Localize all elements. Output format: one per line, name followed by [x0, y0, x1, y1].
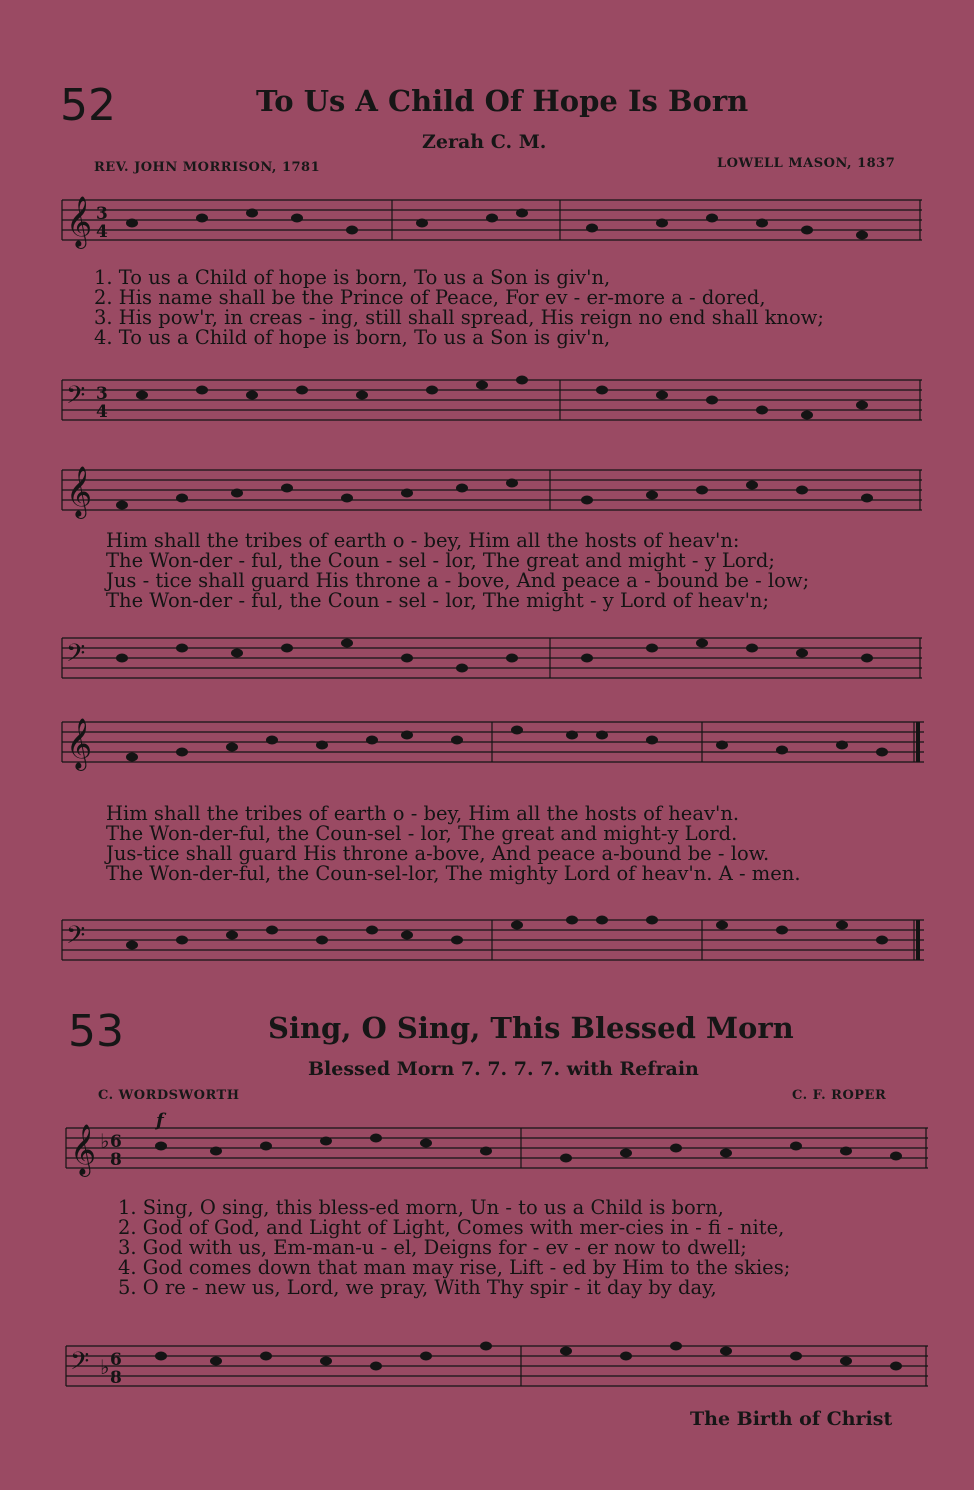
hymn-52-s2-verse-4: The Won-der - ful, the Coun - sel - lor, The might - y Lord of heav'n; — [106, 589, 770, 612]
hymn-52-system-1-treble-staff — [62, 190, 922, 250]
hymn-52-title: To Us A Child Of Hope Is Born — [256, 84, 749, 118]
svg-text:𝄞: 𝄞 — [66, 466, 93, 517]
hymn-52-s3-verse-4: The Won-der-ful, the Coun-sel-lor, The mighty Lord of heav'n. A - men. — [106, 862, 801, 885]
svg-text:𝄞: 𝄞 — [70, 1124, 97, 1175]
hymn-52-s2-verse-2: The Won-der - ful, the Coun - sel - lor, The great and might - y Lord; — [106, 549, 775, 572]
hymn-52-s3-verse-1: Him shall the tribes of earth o - bey, Him all the hosts of heav'n. — [106, 802, 740, 825]
hymn-52-s2-verse-3: Jus - tice shall guard His throne a - bove, And peace a - bound be - low; — [106, 569, 810, 592]
hymn-52-system-3-bass-staff — [62, 910, 924, 970]
hymn-52-system-3-treble-staff — [62, 712, 924, 772]
hymn-53-composer: C. F. ROPER — [792, 1088, 887, 1103]
hymn-52-s1-verse-2: 2. His name shall be the Prince of Peace, For ev - er-more a - dored, — [94, 286, 766, 309]
hymn-53-verse-2: 2. God of God, and Light of Light, Comes with mer-cies in - fi - nite, — [118, 1216, 785, 1239]
svg-text:𝄢: 𝄢 — [66, 381, 86, 416]
svg-text:8: 8 — [110, 1150, 122, 1170]
svg-text:3: 3 — [96, 204, 108, 224]
hymn-53-verse-3: 3. God with us, Em-man-u - el, Deigns for - ev - er now to dwell; — [118, 1236, 747, 1259]
svg-text:♭: ♭ — [100, 1355, 110, 1379]
svg-text:6: 6 — [110, 1132, 122, 1152]
hymn-52-tune: Zerah C. M. — [422, 131, 547, 153]
hymn-52-s1-verse-4: 4. To us a Child of hope is born, To us a Son is giv'n, — [94, 326, 611, 349]
hymn-52-system-2-bass-staff — [62, 628, 922, 688]
svg-text:3: 3 — [96, 384, 108, 404]
svg-text:4: 4 — [96, 222, 108, 242]
hymn-52-s1-verse-3: 3. His pow'r, in creas - ing, still shall spread, His reign no end shall know; — [94, 306, 824, 329]
hymn-53-verse-4: 4. God comes down that man may rise, Lift - ed by Him to the skies; — [118, 1256, 791, 1279]
svg-text:f: f — [156, 1110, 164, 1131]
svg-text:𝄞: 𝄞 — [66, 718, 93, 769]
hymn-53-system-1-bass-staff — [66, 1336, 928, 1396]
svg-text:𝄢: 𝄢 — [66, 639, 86, 674]
svg-text:𝄢: 𝄢 — [70, 1347, 90, 1382]
hymn-53-number: 53 — [68, 1006, 124, 1057]
hymn-52-s3-verse-3: Jus-tice shall guard His throne a-bove, And peace a-bound be - low. — [106, 842, 770, 865]
hymn-53-tune: Blessed Morn 7. 7. 7. 7. with Refrain — [308, 1058, 699, 1080]
hymn-52-composer: LOWELL MASON, 1837 — [717, 156, 896, 171]
hymn-52-number: 52 — [60, 80, 116, 131]
hymn-53-title: Sing, O Sing, This Blessed Morn — [268, 1011, 794, 1045]
svg-text:♭: ♭ — [100, 1129, 110, 1153]
hymn-53-verse-1: 1. Sing, O sing, this bless-ed morn, Un - to us a Child is born, — [118, 1196, 724, 1219]
hymn-52-s3-verse-2: The Won-der-ful, the Coun-sel - lor, The great and might-y Lord. — [106, 822, 738, 845]
hymn-52-system-2-treble-staff — [62, 460, 922, 520]
hymn-53-system-1-treble-staff — [66, 1110, 928, 1178]
svg-text:4: 4 — [96, 402, 108, 422]
svg-text:8: 8 — [110, 1368, 122, 1388]
hymn-52-system-1-bass-staff — [62, 370, 922, 430]
hymn-52-author: REV. JOHN MORRISON, 1781 — [94, 160, 321, 175]
svg-text:6: 6 — [110, 1350, 122, 1370]
hymn-53-author: C. WORDSWORTH — [98, 1088, 240, 1103]
page-footer-topic: The Birth of Christ — [690, 1408, 893, 1430]
hymn-53-verse-5: 5. O re - new us, Lord, we pray, With Thy spir - it day by day, — [118, 1276, 717, 1299]
svg-text:𝄞: 𝄞 — [66, 196, 93, 247]
hymn-52-s1-verse-1: 1. To us a Child of hope is born, To us a Son is giv'n, — [94, 266, 611, 289]
hymn-52-s2-verse-1: Him shall the tribes of earth o - bey, Him all the hosts of heav'n: — [106, 529, 740, 552]
svg-text:𝄢: 𝄢 — [66, 921, 86, 956]
